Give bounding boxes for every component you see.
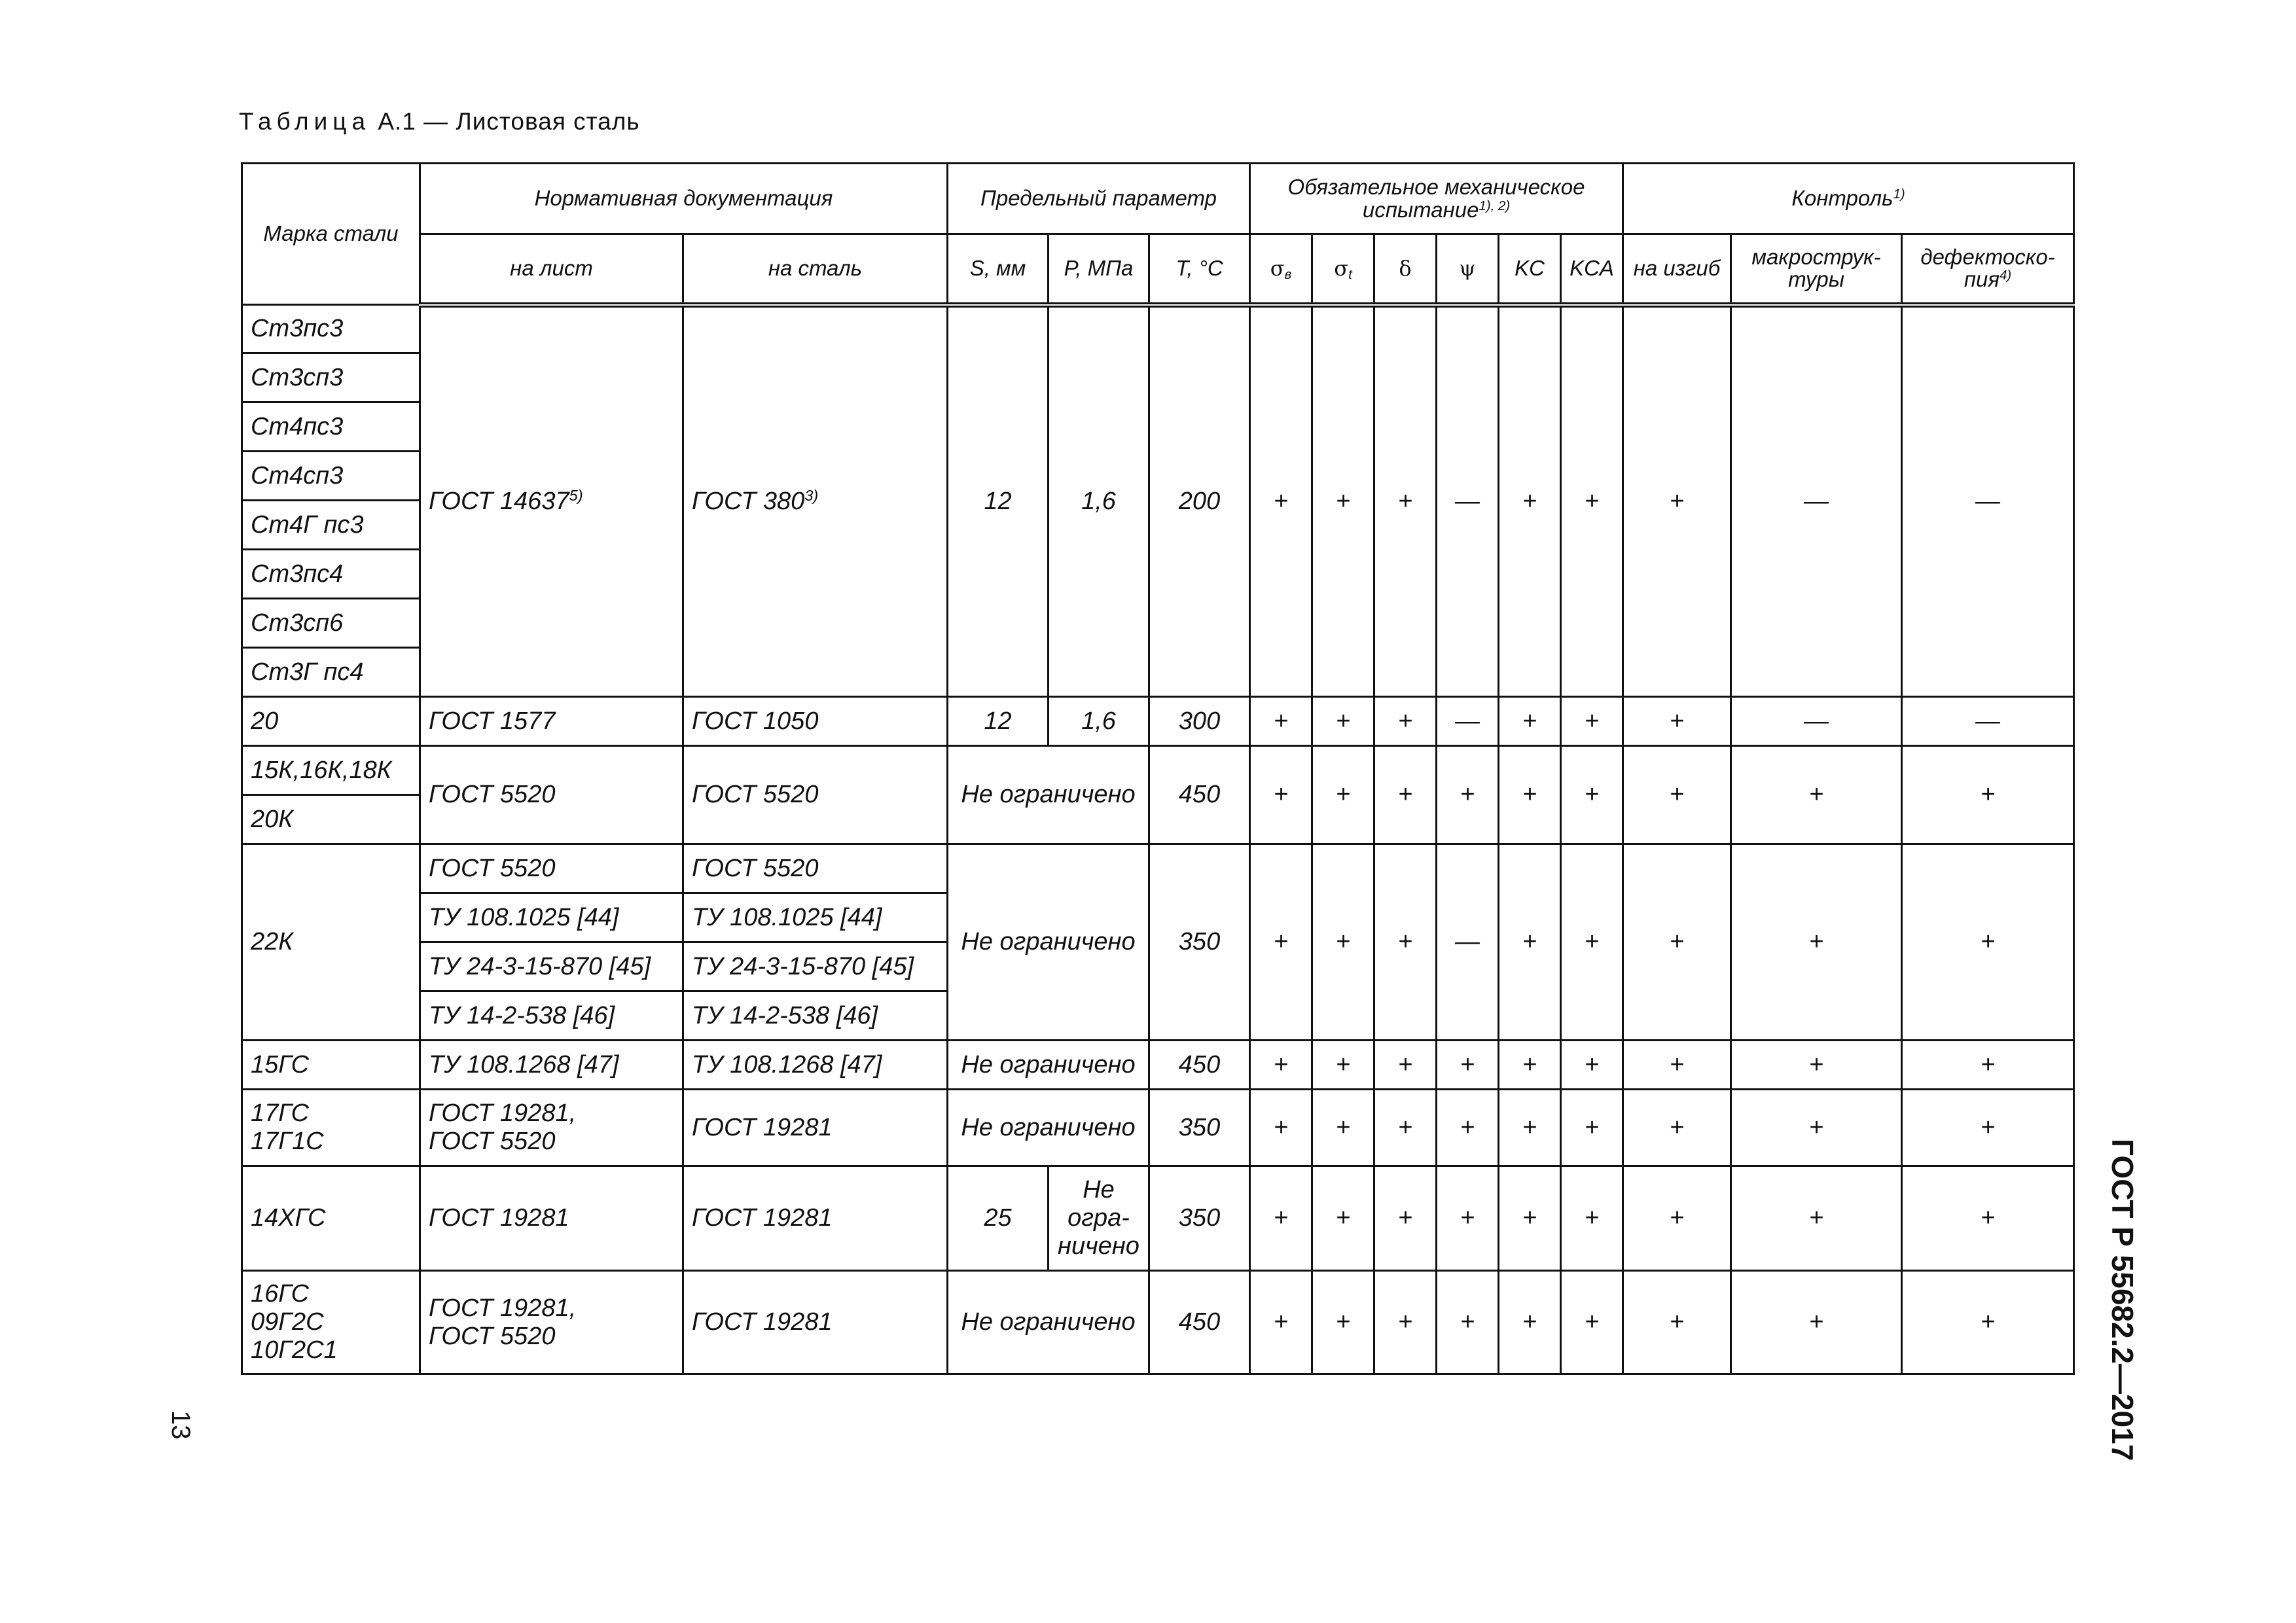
t-cell: 200 [1149,305,1250,697]
header-psi [1437,234,1499,305]
mark-cell: + [1731,1041,1902,1090]
steel-doc-cell: ГОСТ 5520 [683,844,948,893]
sheet-doc-cell [420,305,683,697]
s-cell: 12 [948,305,1049,697]
grade-cell: 20К [242,795,420,844]
steel-sheet-table [241,162,2075,1375]
steel-doc-text: ГОСТ 380 [692,487,805,515]
mark-cell: + [1623,1271,1731,1374]
sheet-doc-line: ГОСТ 19281, [429,1099,577,1127]
mark-cell: + [1561,844,1623,1041]
sheet-doc-cell: ТУ 24-3-15-870 [45] [420,942,683,991]
caption-prefix: Таблица [239,108,371,135]
sheet-doc-cell [420,1271,683,1374]
mark-cell: + [1250,1166,1312,1271]
sigma-symbol: σ [1270,255,1285,281]
t-cell: 350 [1149,844,1250,1041]
mark-cell: + [1374,305,1437,697]
mark-cell: + [1731,746,1902,844]
limit-cell: Не ограничено [948,1041,1149,1090]
header-p: P, МПа [1049,234,1149,305]
mark-cell: + [1731,1166,1902,1271]
steel-doc-cell: ГОСТ 19281 [683,1090,948,1166]
p-line: ничено [1058,1232,1139,1260]
grade-cell: Ст4Г пс3 [242,501,420,550]
sigma-b-sub: в [1284,267,1292,283]
mark-cell: + [1623,746,1731,844]
mark-cell: + [1374,844,1437,1041]
mark-cell: + [1312,1166,1374,1271]
mark-cell: + [1499,1271,1561,1374]
grade-cell: Ст3Г пс4 [242,648,420,697]
table-caption [239,108,640,135]
mark-cell: + [1731,1090,1902,1166]
mark-cell: + [1561,1271,1623,1374]
header-delta [1374,234,1437,305]
sheet-doc-sup: 5) [569,486,583,504]
mark-cell: — [1902,305,2074,697]
s-cell: 12 [948,697,1049,746]
p-line: Не [1083,1176,1115,1204]
header-t: T, °С [1149,234,1250,305]
t-cell: 350 [1149,1090,1250,1166]
header-on-steel: на сталь [683,234,948,305]
psi-symbol: ψ [1459,255,1476,281]
mark-cell: + [1902,1271,2074,1374]
grade-cell [242,1090,420,1166]
sigma-symbol: σ [1334,255,1349,281]
sheet-doc-line: ГОСТ 19281, [429,1294,577,1322]
grade-cell: 20 [242,697,420,746]
mark-cell: — [1437,844,1499,1041]
header-control-text: Контроль [1791,186,1893,211]
grade-line: 09Г2С [251,1308,324,1336]
header-macro: макрострук-туры [1731,234,1902,305]
mark-cell: + [1312,305,1374,697]
sheet-doc-text: ГОСТ 14637 [429,487,569,515]
sheet-doc-cell: ГОСТ 5520 [420,746,683,844]
mark-cell: + [1437,1271,1499,1374]
steel-doc-cell: ГОСТ 19281 [683,1166,948,1271]
grade-cell: Ст3сп6 [242,599,420,648]
mark-cell: + [1623,305,1731,697]
grade-cell [242,1271,420,1374]
steel-doc-cell: ГОСТ 5520 [683,746,948,844]
mark-cell: + [1250,305,1312,697]
mark-cell: + [1561,1090,1623,1166]
header-bend: на изгиб [1623,234,1731,305]
page-number: 13 [166,1410,195,1440]
header-mech-text: Обязательное механическое испытание [1287,174,1585,222]
mark-cell: + [1499,844,1561,1041]
grade-cell: Ст4пс3 [242,402,420,452]
header-kc: KC [1499,234,1561,305]
header-mech [1250,164,1623,234]
mark-cell: + [1250,1041,1312,1090]
delta-symbol: δ [1399,255,1412,281]
sheet-doc-cell: ГОСТ 5520 [420,844,683,893]
mark-cell: + [1250,1271,1312,1374]
caption-text: А.1 — Листовая сталь [378,108,640,135]
mark-cell: + [1561,1041,1623,1090]
steel-doc-cell [683,305,948,697]
grade-cell: 15К,16К,18К [242,746,420,795]
mark-cell: + [1250,1090,1312,1166]
t-cell: 450 [1149,1041,1250,1090]
header-control [1623,164,2074,234]
header-defect-text: дефектоско-пия [1920,244,2055,292]
mark-cell: + [1250,697,1312,746]
header-sigma-b [1250,234,1312,305]
header-control-sup: 1) [1893,186,1905,202]
steel-doc-cell: ТУ 108.1025 [44] [683,893,948,942]
mark-cell: + [1374,697,1437,746]
mark-cell: + [1312,746,1374,844]
mark-cell: — [1731,305,1902,697]
mark-cell: + [1312,1271,1374,1374]
t-cell: 450 [1149,1271,1250,1374]
grade-line: 17ГС [251,1099,310,1127]
t-cell: 350 [1149,1166,1250,1271]
mark-cell: + [1731,1271,1902,1374]
mark-cell: + [1902,1166,2074,1271]
mark-cell: + [1561,697,1623,746]
header-limit: Предельный параметр [948,164,1250,234]
mark-cell: + [1499,746,1561,844]
mark-cell: + [1499,697,1561,746]
steel-doc-cell: ТУ 24-3-15-870 [45] [683,942,948,991]
grade-cell: Ст3пс3 [242,305,420,353]
document-code: ГОСТ Р 55682.2—2017 [2106,1139,2140,1461]
sheet-doc-line: ГОСТ 5520 [429,1128,556,1155]
sheet-doc-cell: ТУ 108.1268 [47] [420,1041,683,1090]
sheet-doc-cell [420,1090,683,1166]
grade-line: 17Г1С [251,1128,324,1155]
grade-cell: Ст3пс4 [242,550,420,599]
grade-cell: 15ГС [242,1041,420,1090]
mark-cell: + [1499,305,1561,697]
mark-cell: + [1374,1090,1437,1166]
sheet-doc-cell: ТУ 108.1025 [44] [420,893,683,942]
mark-cell: + [1437,746,1499,844]
mark-cell: + [1312,844,1374,1041]
header-docs: Нормативная документация [420,164,948,234]
steel-doc-cell: ГОСТ 1050 [683,697,948,746]
mark-cell: + [1499,1041,1561,1090]
mark-cell: + [1374,1271,1437,1374]
mark-cell: + [1902,1041,2074,1090]
mark-cell: + [1623,1090,1731,1166]
mark-cell: + [1623,1166,1731,1271]
mark-cell: + [1250,844,1312,1041]
steel-doc-sup: 3) [804,486,819,504]
mark-cell: + [1374,746,1437,844]
grade-cell: 22К [242,844,420,1041]
mark-cell: + [1374,1041,1437,1090]
limit-cell: Не ограничено [948,1271,1149,1374]
p-cell: 1,6 [1049,305,1149,697]
mark-cell: + [1561,1166,1623,1271]
mark-cell: + [1312,1090,1374,1166]
header-grade: Марка стали [242,164,420,305]
sigma-t-sub: t [1348,267,1352,283]
grade-line: 10Г2С1 [251,1336,338,1364]
sheet-doc-cell: ТУ 14-2-538 [46] [420,991,683,1041]
grade-cell: Ст4сп3 [242,452,420,501]
mark-cell: + [1437,1090,1499,1166]
mark-cell: + [1623,1041,1731,1090]
mark-cell: + [1623,697,1731,746]
mark-cell: + [1250,746,1312,844]
mark-cell: + [1902,1090,2074,1166]
grade-cell: Ст3сп3 [242,353,420,402]
header-defect-sup: 4) [2000,268,2012,283]
mark-cell: + [1374,1166,1437,1271]
grade-cell: 14ХГС [242,1166,420,1271]
header-kca: KCA [1561,234,1623,305]
steel-doc-cell: ТУ 108.1268 [47] [683,1041,948,1090]
p-cell: 1,6 [1049,697,1149,746]
mark-cell: + [1312,1041,1374,1090]
limit-cell: Не ограничено [948,844,1149,1041]
mark-cell: — [1902,697,2074,746]
t-cell: 300 [1149,697,1250,746]
s-cell: 25 [948,1166,1049,1271]
mark-cell: + [1902,844,2074,1041]
limit-cell: Не ограничено [948,746,1149,844]
mark-cell: + [1312,697,1374,746]
mark-cell: + [1499,1090,1561,1166]
t-cell: 450 [1149,746,1250,844]
sheet-doc-cell: ГОСТ 1577 [420,697,683,746]
header-s: S, мм [948,234,1049,305]
mark-cell: — [1437,305,1499,697]
header-mech-sup: 1), 2) [1479,198,1511,213]
sheet-doc-line: ГОСТ 5520 [429,1322,556,1350]
mark-cell: + [1561,746,1623,844]
p-cell [1049,1166,1149,1271]
header-sigma-t [1312,234,1374,305]
mark-cell: + [1437,1041,1499,1090]
mark-cell: + [1561,305,1623,697]
sheet-doc-cell: ГОСТ 19281 [420,1166,683,1271]
mark-cell: + [1731,844,1902,1041]
header-defect [1902,234,2074,305]
mark-cell: + [1499,1166,1561,1271]
grade-line: 16ГС [251,1280,310,1308]
mark-cell: — [1731,697,1902,746]
mark-cell: + [1437,1166,1499,1271]
steel-doc-cell: ТУ 14-2-538 [46] [683,991,948,1041]
header-on-sheet: на лист [420,234,683,305]
limit-cell: Не ограничено [948,1090,1149,1166]
mark-cell: + [1623,844,1731,1041]
mark-cell: — [1437,697,1499,746]
steel-doc-cell: ГОСТ 19281 [683,1271,948,1374]
p-line: огра- [1067,1204,1130,1232]
mark-cell: + [1902,746,2074,844]
